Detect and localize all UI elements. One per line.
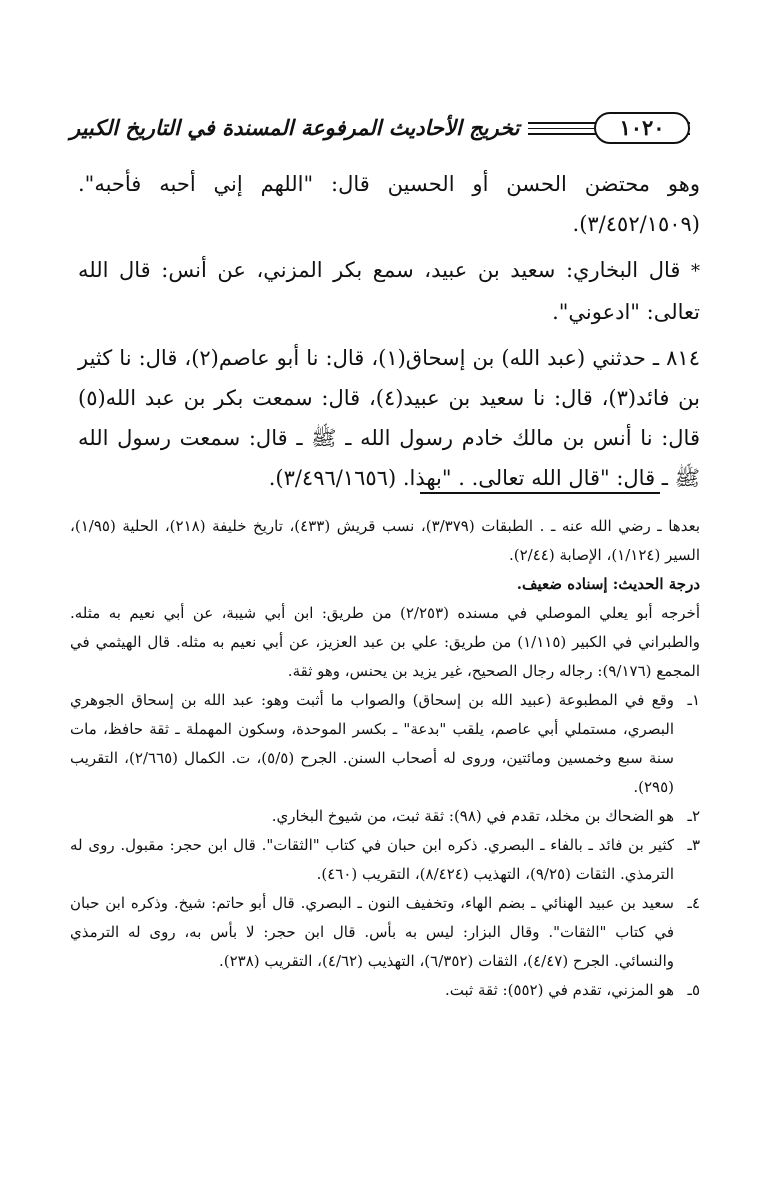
footnote-text: سعيد بن عبيد الهنائي ـ بضم الهاء، وتخفيف النون ـ البصري. قال أبو حاتم: شيخ. وذكره ابن حبان في كتاب "الثقات". وقال البزار: ليس به بأس. قال ابن حجر: لا بأس به، روى له الترمذي والنسائي. الجرح (٤/٤٧)، الثقات (٦/٣٥٢)، التهذيب (٤/٦٢)، التقريب (٢٣٨).: [70, 894, 674, 970]
footnote: [70, 976, 700, 1005]
footnote-text: وقع في المطبوعة (عبيد الله بن إسحاق) والصواب ما أثبت وهو: عبد الله بن إسحاق الجوهري البصري، مستملي أبي عاصم، يلقب "بدعة" ـ بكسر الموحدة، وسكون المهملة ـ ثقة حافظ، مات سنة سبع وخمسين ومائتين، وروى له أصحاب السنن. الجرح (٥/٥)، ت. الكمال (٢/٦٦٥)، التقريب (٢٩٥).: [70, 691, 674, 796]
footnote-text: كثير بن فائد ـ بالفاء ـ البصري. ذكره ابن حبان في كتاب "الثقات". قال ابن حجر: مقبول. روى له الترمذي. الثقات (٩/٢٥)، التهذيب (٨/٤٢٤)، التقريب (٤٦٠).: [70, 836, 674, 883]
footnote-number: ٢ـ: [687, 807, 700, 825]
main-text: [78, 164, 700, 498]
main-paragraph: وهو محتضن الحسن أو الحسين قال: "اللهم إني أحبه فأحبه". (٣/٤٥٢/١٥٠٩).: [78, 172, 700, 236]
footnote-continuation: بعدها ـ رضي الله عنه ـ . الطبقات (٣/٣٧٩)، نسب قريش (٤٣٣)، تاريخ خليفة (٢١٨)، الحلية (١/٩٥)، السير (١/١٢٤)، الإصابة (٢/٤٤).: [70, 517, 700, 564]
page-number: ١٠٢٠: [594, 112, 690, 144]
paragraph-text: قال البخاري: سعيد بن عبيد، سمع بكر المزني، عن أنس: قال الله تعالى: "ادعوني".: [78, 258, 700, 324]
footnote: [70, 686, 700, 802]
footnote-separator: [420, 492, 660, 494]
main-paragraph: [78, 250, 700, 332]
book-title: تخريج الأحاديث المرفوعة المسندة في التاريخ الكبير: [70, 114, 528, 142]
footnote: [70, 802, 700, 831]
hadith-grade: درجة الحديث: إسناده ضعيف.: [516, 575, 700, 593]
footnote-number: ٤ـ: [687, 894, 700, 912]
footnote: [70, 889, 700, 976]
takhrij-note: أخرجه أبو يعلي الموصلي في مسنده (٢/٢٥٣) من طريق: ابن أبي شيبة، عن أبي نعيم به مثله. والطبراني في الكبير (١/١١٥) من طريق: علي بن عبد العزيز، عن أبي نعيم به مثله. قال الهيثمي في المجمع (٩/١٧٦): رجاله رجال الصحيح، غير يزيد بن يحنس، وهو ثقة.: [70, 604, 700, 680]
footnote: [70, 831, 700, 889]
footnotes-section: [70, 512, 700, 1005]
asterisk-icon: *: [691, 261, 700, 282]
footnote-text: هو الضحاك بن مخلد، تقدم في (٩٨): ثقة ثبت، من شيوخ البخاري.: [271, 807, 674, 825]
footnote-number: ٣ـ: [687, 836, 700, 854]
footnote-number: ٥ـ: [687, 981, 700, 999]
hadith-814: ٨١٤ ـ حدثني (عبد الله) بن إسحاق(١)، قال: نا أبو عاصم(٢)، قال: نا كثير بن فائد(٣)، قال: نا سعيد بن عبيد(٤)، قال: سمعت بكر بن عبد الله(٥) قال: نا أنس بن مالك خادم رسول الله ـ ﷺ ـ قال: سمعت رسول الله ﷺ ـ قال: "قال الله تعالى. . "بهذا. (٣/٤٩٦/١٦٥٦).: [78, 346, 700, 490]
footnote-number: ١ـ: [687, 691, 700, 709]
running-header: [70, 112, 690, 146]
footnote-text: هو المزني، تقدم في (٥٥٢): ثقة ثبت.: [444, 981, 674, 999]
